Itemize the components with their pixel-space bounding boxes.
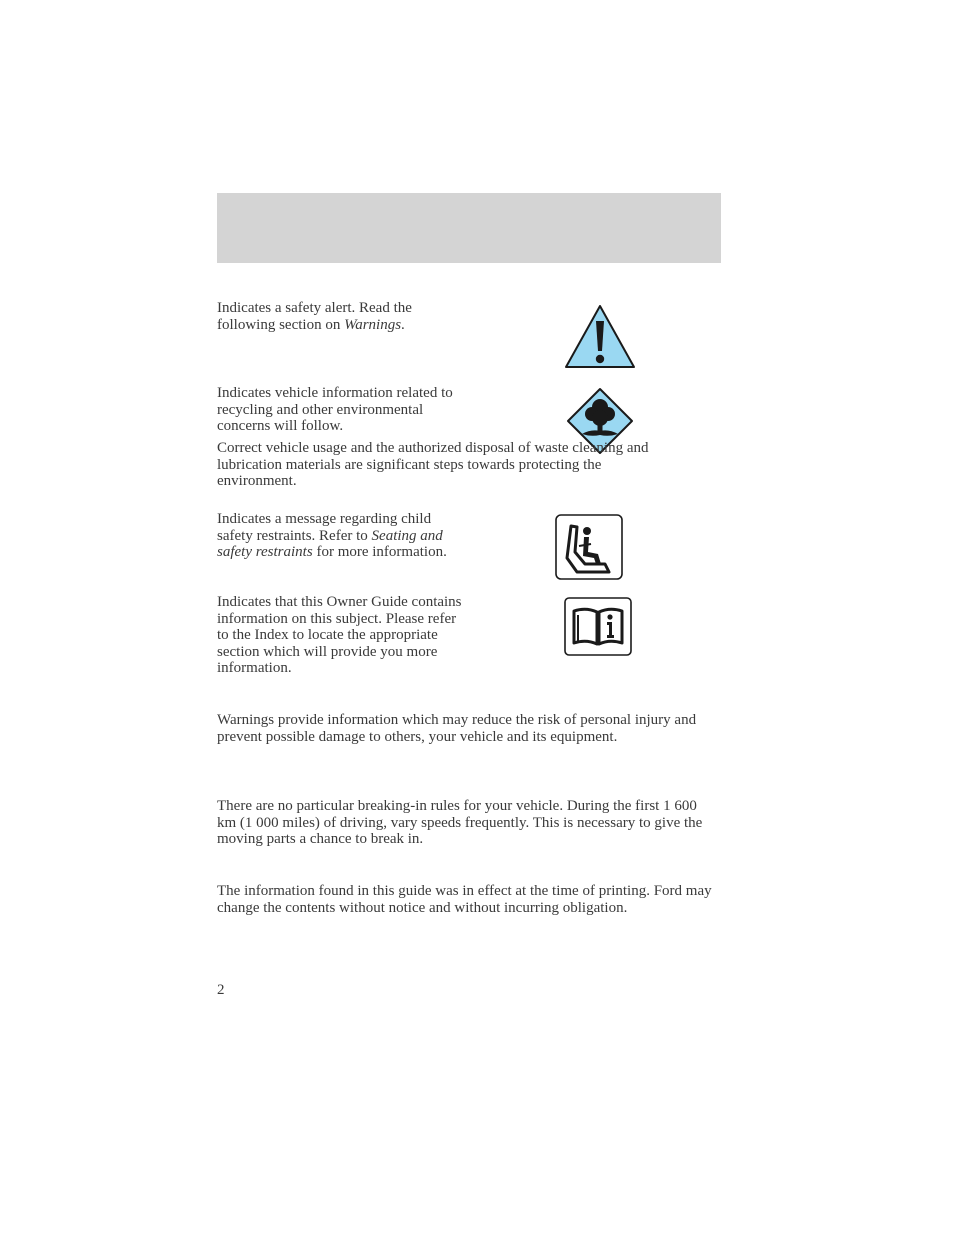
warnings-paragraph: Warnings provide information which may reduce the risk of personal injury and prevent possible damage to others, your vehicle and its equipment. xyxy=(217,712,697,745)
warning-triangle-icon xyxy=(563,304,637,370)
environment-note: Correct vehicle usage and the authorized disposal of waste cleaning and lubrication materials are significant steps towards protecting the environment. xyxy=(217,440,649,489)
child-seat-icon xyxy=(555,514,623,580)
disclaimer-paragraph: The information found in this guide was in effect at the time of printing. Ford may change the contents without notice and without incurring obligation. xyxy=(217,883,712,916)
owner-guide-book-icon xyxy=(564,597,632,656)
safety-alert-text: Indicates a safety alert. Read the following section on Warnings. xyxy=(217,300,412,333)
header-band xyxy=(217,193,721,263)
warnings-reference: Warnings xyxy=(344,316,402,333)
seating-reference: Seating and safety restraints xyxy=(217,527,443,560)
breaking-in-paragraph: There are no particular breaking-in rules for your vehicle. During the first 1 600 km (1 000 miles) of driving, vary speeds frequently. This is necessary to give the moving parts a chance to break in. xyxy=(217,798,703,847)
child-safety-text: Indicates a message regarding child safety restraints. Refer to Seating and safety restraints for more information. xyxy=(217,511,447,560)
owner-guide-text: Indicates that this Owner Guide contains information on this subject. Please refer to the Index to locate the appropriate section which will provide you more information. xyxy=(217,594,462,676)
environment-text: Indicates vehicle information related to recycling and other environmental concerns will follow. xyxy=(217,385,453,434)
page-number: 2 xyxy=(217,982,225,998)
